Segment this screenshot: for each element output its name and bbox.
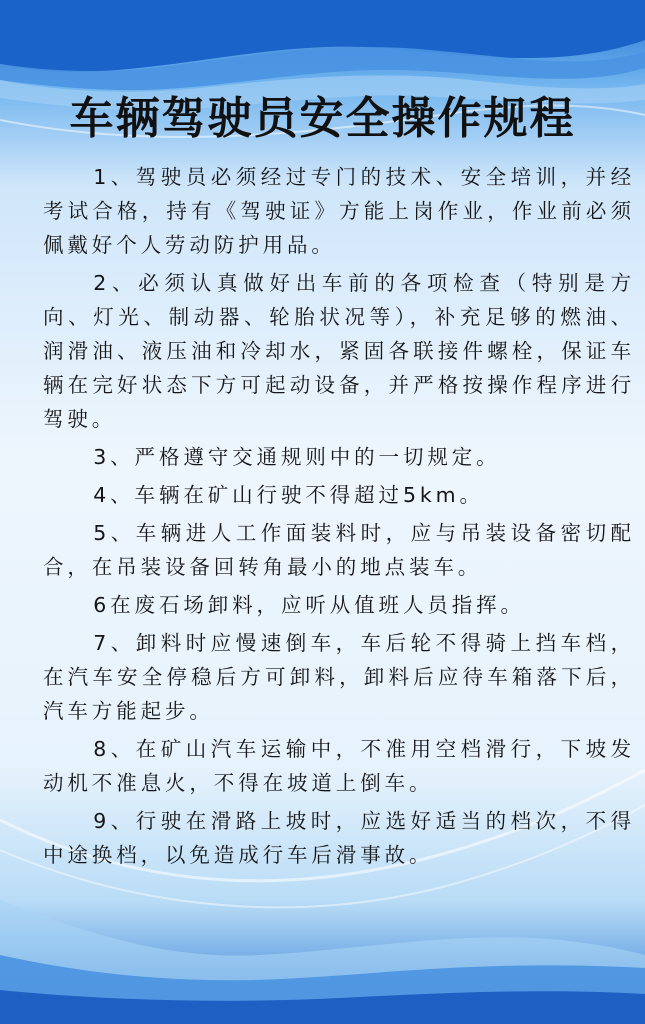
rule-item: 5、车辆进人工作面装料时，应与吊装设备密切配合，在吊装设备回转角最小的地点装车。 bbox=[43, 521, 635, 579]
rule-item: 2、必须认真做好出车前的各项检查（特别是方向、灯光、制动器、轮胎状况等），补充足够的燃油、润滑油、液压油和冷却水，紧固各联接件螺栓，保证车辆在完好状态下方可起动设备，并严格按操作程序进行驾驶。 bbox=[43, 271, 635, 431]
rule-item: 4、车辆在矿山行驶不得超过5km。 bbox=[93, 483, 484, 507]
rule-item: 1、驾驶员必须经过专门的技术、安全培训，并经考试合格，持有《驾驶证》方能上岗作业，作业前必须佩戴好个人劳动防护用品。 bbox=[43, 165, 635, 257]
rules-list bbox=[43, 160, 635, 876]
poster-title: 车辆驾驶员安全操作规程 bbox=[69, 93, 576, 144]
rule-item: 7、卸料时应慢速倒车，车后轮不得骑上挡车档，在汽车安全停稳后方可卸料，卸料后应待车箱落下后，汽车方能起步。 bbox=[43, 631, 635, 723]
rule-item: 9、行驶在滑路上坡时，应选好适当的档次，不得中途换档，以免造成行车后滑事故。 bbox=[43, 809, 635, 867]
rule-item: 3、严格遵守交通规则中的一切规定。 bbox=[93, 445, 501, 469]
rule-item: 6在废石场卸料，应听从值班人员指挥。 bbox=[93, 593, 525, 617]
rule-item: 8、在矿山汽车运输中，不准用空档滑行，下坡发动机不准息火，不得在坡道上倒车。 bbox=[43, 737, 635, 795]
